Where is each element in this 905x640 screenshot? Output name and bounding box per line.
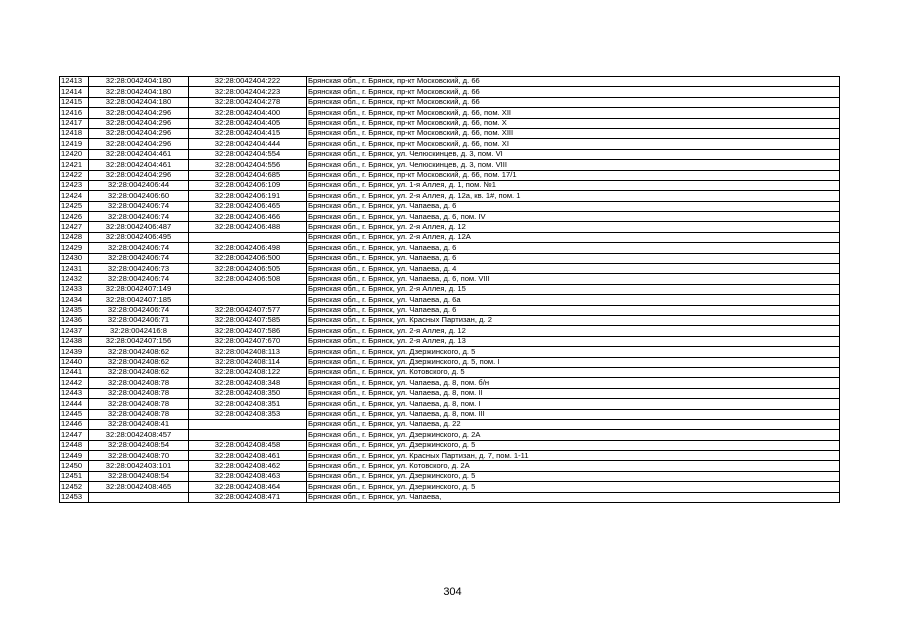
row-number-cell: 12443 <box>60 388 89 398</box>
page-number: 304 <box>443 586 462 598</box>
object-cadastral-number-cell: 32:28:0042406:466 <box>189 212 307 222</box>
row-number-cell: 12421 <box>60 160 89 170</box>
address-cell: Брянская обл., г. Брянск, ул. Чапаева, <box>307 492 840 502</box>
row-number-cell: 12422 <box>60 170 89 180</box>
object-cadastral-number-cell: 32:28:0042408:348 <box>189 378 307 388</box>
row-number-cell: 12451 <box>60 471 89 481</box>
table-row <box>60 326 840 336</box>
land-cadastral-number-cell: 32:28:0042406:495 <box>89 232 189 242</box>
row-number-cell: 12429 <box>60 243 89 253</box>
object-cadastral-number-cell: 32:28:0042408:114 <box>189 357 307 367</box>
land-cadastral-number-cell: 32:28:0042408:78 <box>89 399 189 409</box>
address-cell: Брянская обл., г. Брянск, ул. Чапаева, д. 8, пом. I <box>307 399 840 409</box>
table-row <box>60 253 840 263</box>
object-cadastral-number-cell: 32:28:0042407:586 <box>189 326 307 336</box>
row-number-cell: 12413 <box>60 77 89 87</box>
address-cell: Брянская обл., г. Брянск, пр-кт Московский, д. 66, пом. 17/1 <box>307 170 840 180</box>
table-row <box>60 232 840 242</box>
land-cadastral-number-cell: 32:28:0042406:74 <box>89 212 189 222</box>
land-cadastral-number-cell: 32:28:0042408:78 <box>89 378 189 388</box>
row-number-cell: 12432 <box>60 274 89 284</box>
table-row <box>60 305 840 315</box>
land-cadastral-number-cell: 32:28:0042408:457 <box>89 430 189 440</box>
address-cell: Брянская обл., г. Брянск, ул. Челюскинцев, д. 3, пом. VI <box>307 149 840 159</box>
land-cadastral-number-cell: 32:28:0042404:180 <box>89 97 189 107</box>
object-cadastral-number-cell: 32:28:0042406:508 <box>189 274 307 284</box>
object-cadastral-number-cell: 32:28:0042408:351 <box>189 399 307 409</box>
land-cadastral-number-cell: 32:28:0042406:44 <box>89 180 189 190</box>
address-cell: Брянская обл., г. Брянск, ул. 2-я Аллея, д. 13 <box>307 336 840 346</box>
object-cadastral-number-cell: 32:28:0042408:122 <box>189 367 307 377</box>
table-row <box>60 222 840 232</box>
table-row <box>60 128 840 138</box>
row-number-cell: 12425 <box>60 201 89 211</box>
table-row <box>60 160 840 170</box>
land-cadastral-number-cell: 32:28:0042408:62 <box>89 357 189 367</box>
row-number-cell: 12415 <box>60 97 89 107</box>
object-cadastral-number-cell: 32:28:0042407:585 <box>189 315 307 325</box>
table-row <box>60 336 840 346</box>
land-cadastral-number-cell: 32:28:0042408:41 <box>89 419 189 429</box>
land-cadastral-number-cell: 32:28:0042408:62 <box>89 347 189 357</box>
row-number-cell: 12449 <box>60 451 89 461</box>
object-cadastral-number-cell: 32:28:0042407:577 <box>189 305 307 315</box>
object-cadastral-number-cell: 32:28:0042404:444 <box>189 139 307 149</box>
address-cell: Брянская обл., г. Брянск, пр-кт Московский, д. 66, пом. XI <box>307 139 840 149</box>
register-table-body <box>60 77 840 503</box>
row-number-cell: 12440 <box>60 357 89 367</box>
land-cadastral-number-cell: 32:28:0042404:296 <box>89 108 189 118</box>
address-cell: Брянская обл., г. Брянск, ул. Дзержинского, д. 5, пом. I <box>307 357 840 367</box>
object-cadastral-number-cell: 32:28:0042406:498 <box>189 243 307 253</box>
address-cell: Брянская обл., г. Брянск, ул. Чапаева, д. 8, пом. II <box>307 388 840 398</box>
object-cadastral-number-cell <box>189 419 307 429</box>
table-row <box>60 440 840 450</box>
object-cadastral-number-cell: 32:28:0042406:109 <box>189 180 307 190</box>
land-cadastral-number-cell: 32:28:0042408:54 <box>89 471 189 481</box>
land-cadastral-number-cell: 32:28:0042404:461 <box>89 160 189 170</box>
object-cadastral-number-cell: 32:28:0042406:488 <box>189 222 307 232</box>
row-number-cell: 12439 <box>60 347 89 357</box>
object-cadastral-number-cell: 32:28:0042408:462 <box>189 461 307 471</box>
land-cadastral-number-cell: 32:28:0042404:296 <box>89 139 189 149</box>
object-cadastral-number-cell: 32:28:0042404:556 <box>189 160 307 170</box>
table-row <box>60 461 840 471</box>
table-row <box>60 212 840 222</box>
table-row <box>60 430 840 440</box>
address-cell: Брянская обл., г. Брянск, ул. Дзержинского, д. 5 <box>307 440 840 450</box>
address-cell: Брянская обл., г. Брянск, ул. 2-я Аллея, д. 12 <box>307 222 840 232</box>
table-row <box>60 274 840 284</box>
register-table <box>59 76 840 503</box>
table-row <box>60 191 840 201</box>
table-row <box>60 264 840 274</box>
address-cell: Брянская обл., г. Брянск, ул. Чапаева, д. 4 <box>307 264 840 274</box>
address-cell: Брянская обл., г. Брянск, ул. Челюскинцев, д. 3, пом. VIII <box>307 160 840 170</box>
address-cell: Брянская обл., г. Брянск, ул. Чапаева, д. 6, пом. VIII <box>307 274 840 284</box>
land-cadastral-number-cell: 32:28:0042404:180 <box>89 87 189 97</box>
table-row <box>60 367 840 377</box>
object-cadastral-number-cell: 32:28:0042404:415 <box>189 128 307 138</box>
address-cell: Брянская обл., г. Брянск, ул. Котовского, д. 5 <box>307 367 840 377</box>
object-cadastral-number-cell: 32:28:0042406:465 <box>189 201 307 211</box>
object-cadastral-number-cell: 32:28:0042408:113 <box>189 347 307 357</box>
row-number-cell: 12414 <box>60 87 89 97</box>
row-number-cell: 12448 <box>60 440 89 450</box>
row-number-cell: 12437 <box>60 326 89 336</box>
land-cadastral-number-cell: 32:28:0042406:74 <box>89 201 189 211</box>
row-number-cell: 12452 <box>60 482 89 492</box>
row-number-cell: 12446 <box>60 419 89 429</box>
table-row <box>60 451 840 461</box>
table-row <box>60 295 840 305</box>
address-cell: Брянская обл., г. Брянск, ул. Красных Партизан, д. 2 <box>307 315 840 325</box>
land-cadastral-number-cell: 32:28:0042406:74 <box>89 305 189 315</box>
row-number-cell: 12447 <box>60 430 89 440</box>
land-cadastral-number-cell: 32:28:0042404:296 <box>89 128 189 138</box>
table-row <box>60 315 840 325</box>
land-cadastral-number-cell: 32:28:0042406:60 <box>89 191 189 201</box>
table-row <box>60 492 840 502</box>
row-number-cell: 12444 <box>60 399 89 409</box>
land-cadastral-number-cell: 32:28:0042408:70 <box>89 451 189 461</box>
row-number-cell: 12450 <box>60 461 89 471</box>
table-row <box>60 108 840 118</box>
land-cadastral-number-cell <box>89 492 189 502</box>
address-cell: Брянская обл., г. Брянск, пр-кт Московский, д. 66 <box>307 87 840 97</box>
object-cadastral-number-cell: 32:28:0042404:278 <box>189 97 307 107</box>
land-cadastral-number-cell: 32:28:0042406:487 <box>89 222 189 232</box>
address-cell: Брянская обл., г. Брянск, ул. Чапаева, д. 6 <box>307 243 840 253</box>
address-cell: Брянская обл., г. Брянск, ул. 2-я Аллея, д. 12 <box>307 326 840 336</box>
table-row <box>60 97 840 107</box>
address-cell: Брянская обл., г. Брянск, ул. Чапаева, д. 6 <box>307 305 840 315</box>
address-cell: Брянская обл., г. Брянск, ул. Чапаева, д. 6 <box>307 201 840 211</box>
table-row <box>60 180 840 190</box>
object-cadastral-number-cell <box>189 232 307 242</box>
address-cell: Брянская обл., г. Брянск, пр-кт Московский, д. 66 <box>307 97 840 107</box>
table-row <box>60 409 840 419</box>
land-cadastral-number-cell: 32:28:0042406:73 <box>89 264 189 274</box>
row-number-cell: 12424 <box>60 191 89 201</box>
table-row <box>60 419 840 429</box>
row-number-cell: 12420 <box>60 149 89 159</box>
object-cadastral-number-cell: 32:28:0042404:222 <box>189 77 307 87</box>
table-row <box>60 388 840 398</box>
object-cadastral-number-cell: 32:28:0042404:554 <box>189 149 307 159</box>
address-cell: Брянская обл., г. Брянск, ул. Чапаева, д. 6а <box>307 295 840 305</box>
object-cadastral-number-cell: 32:28:0042404:405 <box>189 118 307 128</box>
object-cadastral-number-cell: 32:28:0042408:471 <box>189 492 307 502</box>
address-cell: Брянская обл., г. Брянск, ул. Чапаева, д. 22 <box>307 419 840 429</box>
row-number-cell: 12428 <box>60 232 89 242</box>
address-cell: Брянская обл., г. Брянск, ул. 2-я Аллея, д. 12А <box>307 232 840 242</box>
address-cell: Брянская обл., г. Брянск, ул. Чапаева, д. 6, пом. IV <box>307 212 840 222</box>
address-cell: Брянская обл., г. Брянск, ул. Дзержинского, д. 2А <box>307 430 840 440</box>
table-row <box>60 77 840 87</box>
table-row <box>60 284 840 294</box>
address-cell: Брянская обл., г. Брянск, ул. 2-я Аллея, д. 12а, кв. 1#, пом. 1 <box>307 191 840 201</box>
address-cell: Брянская обл., г. Брянск, пр-кт Московский, д. 66 <box>307 77 840 87</box>
row-number-cell: 12418 <box>60 128 89 138</box>
table-row <box>60 357 840 367</box>
row-number-cell: 12416 <box>60 108 89 118</box>
row-number-cell: 12423 <box>60 180 89 190</box>
row-number-cell: 12427 <box>60 222 89 232</box>
address-cell: Брянская обл., г. Брянск, ул. Дзержинского, д. 5 <box>307 347 840 357</box>
address-cell: Брянская обл., г. Брянск, ул. Чапаева, д. 8, пом. III <box>307 409 840 419</box>
object-cadastral-number-cell <box>189 284 307 294</box>
address-cell: Брянская обл., г. Брянск, ул. Красных Партизан, д. 7, пом. 1-11 <box>307 451 840 461</box>
object-cadastral-number-cell: 32:28:0042408:461 <box>189 451 307 461</box>
row-number-cell: 12419 <box>60 139 89 149</box>
land-cadastral-number-cell: 32:28:0042408:54 <box>89 440 189 450</box>
object-cadastral-number-cell <box>189 295 307 305</box>
table-row <box>60 482 840 492</box>
object-cadastral-number-cell <box>189 430 307 440</box>
object-cadastral-number-cell: 32:28:0042406:505 <box>189 264 307 274</box>
land-cadastral-number-cell: 32:28:0042408:62 <box>89 367 189 377</box>
land-cadastral-number-cell: 32:28:0042404:296 <box>89 118 189 128</box>
row-number-cell: 12453 <box>60 492 89 502</box>
row-number-cell: 12438 <box>60 336 89 346</box>
row-number-cell: 12431 <box>60 264 89 274</box>
address-cell: Брянская обл., г. Брянск, ул. Дзержинского, д. 5 <box>307 482 840 492</box>
row-number-cell: 12426 <box>60 212 89 222</box>
object-cadastral-number-cell: 32:28:0042408:464 <box>189 482 307 492</box>
land-cadastral-number-cell: 32:28:0042404:461 <box>89 149 189 159</box>
table-row <box>60 471 840 481</box>
land-cadastral-number-cell: 32:28:0042407:156 <box>89 336 189 346</box>
row-number-cell: 12445 <box>60 409 89 419</box>
land-cadastral-number-cell: 32:28:0042416:8 <box>89 326 189 336</box>
address-cell: Брянская обл., г. Брянск, ул. 2-я Аллея, д. 15 <box>307 284 840 294</box>
address-cell: Брянская обл., г. Брянск, ул. Котовского, д. 2А <box>307 461 840 471</box>
table-row <box>60 347 840 357</box>
object-cadastral-number-cell: 32:28:0042404:223 <box>189 87 307 97</box>
table-row <box>60 149 840 159</box>
object-cadastral-number-cell: 32:28:0042406:500 <box>189 253 307 263</box>
address-cell: Брянская обл., г. Брянск, ул. Чапаева, д. 6 <box>307 253 840 263</box>
address-cell: Брянская обл., г. Брянск, ул. Чапаева, д. 8, пом. б/н <box>307 378 840 388</box>
land-cadastral-number-cell: 32:28:0042406:74 <box>89 253 189 263</box>
table-row <box>60 139 840 149</box>
object-cadastral-number-cell: 32:28:0042404:685 <box>189 170 307 180</box>
object-cadastral-number-cell: 32:28:0042407:670 <box>189 336 307 346</box>
object-cadastral-number-cell: 32:28:0042408:458 <box>189 440 307 450</box>
row-number-cell: 12441 <box>60 367 89 377</box>
land-cadastral-number-cell: 32:28:0042408:78 <box>89 388 189 398</box>
table-row <box>60 378 840 388</box>
object-cadastral-number-cell: 32:28:0042408:353 <box>189 409 307 419</box>
land-cadastral-number-cell: 32:28:0042404:296 <box>89 170 189 180</box>
land-cadastral-number-cell: 32:28:0042406:74 <box>89 243 189 253</box>
address-cell: Брянская обл., г. Брянск, пр-кт Московский, д. 66, пом. X <box>307 118 840 128</box>
table-row <box>60 243 840 253</box>
table-row <box>60 170 840 180</box>
land-cadastral-number-cell: 32:28:0042408:465 <box>89 482 189 492</box>
table-row <box>60 399 840 409</box>
row-number-cell: 12417 <box>60 118 89 128</box>
land-cadastral-number-cell: 32:28:0042406:74 <box>89 274 189 284</box>
object-cadastral-number-cell: 32:28:0042408:350 <box>189 388 307 398</box>
object-cadastral-number-cell: 32:28:0042404:400 <box>189 108 307 118</box>
row-number-cell: 12442 <box>60 378 89 388</box>
row-number-cell: 12433 <box>60 284 89 294</box>
address-cell: Брянская обл., г. Брянск, пр-кт Московский, д. 66, пом. XIII <box>307 128 840 138</box>
object-cadastral-number-cell: 32:28:0042408:463 <box>189 471 307 481</box>
land-cadastral-number-cell: 32:28:0042404:180 <box>89 77 189 87</box>
table-row <box>60 201 840 211</box>
land-cadastral-number-cell: 32:28:0042407:149 <box>89 284 189 294</box>
land-cadastral-number-cell: 32:28:0042406:71 <box>89 315 189 325</box>
address-cell: Брянская обл., г. Брянск, ул. 1-я Аллея, д. 1, пом. №1 <box>307 180 840 190</box>
address-cell: Брянская обл., г. Брянск, пр-кт Московский, д. 66, пом. XII <box>307 108 840 118</box>
row-number-cell: 12435 <box>60 305 89 315</box>
row-number-cell: 12434 <box>60 295 89 305</box>
object-cadastral-number-cell: 32:28:0042406:191 <box>189 191 307 201</box>
row-number-cell: 12436 <box>60 315 89 325</box>
land-cadastral-number-cell: 32:28:0042403:101 <box>89 461 189 471</box>
address-cell: Брянская обл., г. Брянск, ул. Дзержинского, д. 5 <box>307 471 840 481</box>
table-row <box>60 87 840 97</box>
land-cadastral-number-cell: 32:28:0042408:78 <box>89 409 189 419</box>
table-row <box>60 118 840 128</box>
row-number-cell: 12430 <box>60 253 89 263</box>
land-cadastral-number-cell: 32:28:0042407:185 <box>89 295 189 305</box>
